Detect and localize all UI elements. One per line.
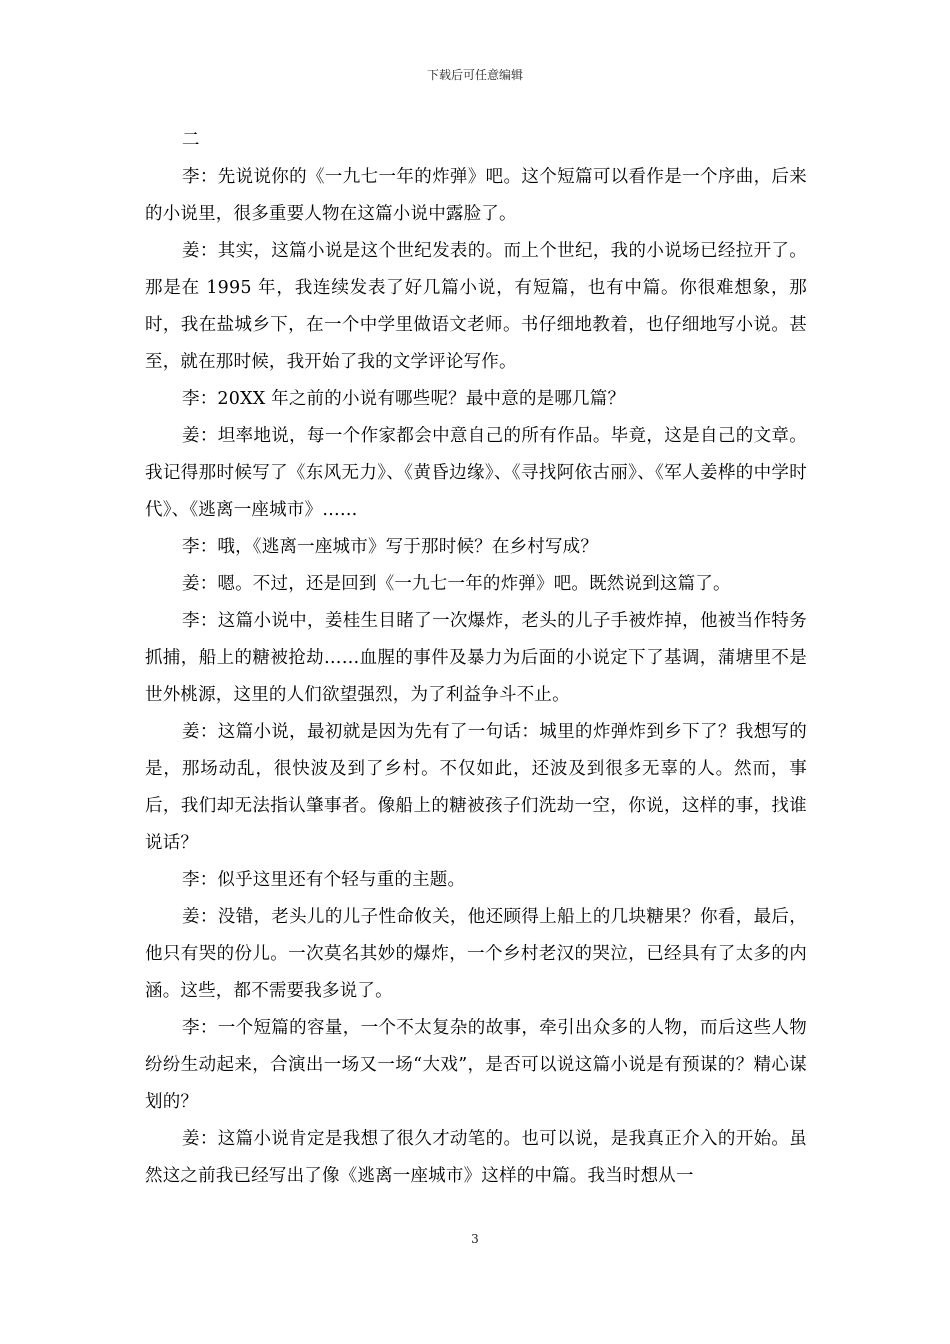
paragraph: 李：哦，《逃离一座城市》写于那时候？在乡村写成？ [182, 537, 599, 557]
document-body [145, 122, 807, 1195]
paragraph: 姜：嗯。不过，还是回到《一九七一年的炸弹》吧。既然说到这篇了。 [182, 574, 731, 594]
paragraph: 姜：没错，老头儿的儿子性命攸关，他还顾得上船上的几块糖果？你看，最后，他只有哭的份儿。一次莫名其妙的爆炸，一个乡村老汉的哭泣，已经具有了太多的内涵。这些，都不需要我多说了。 [145, 907, 807, 1001]
page-number: 3 [471, 1232, 479, 1246]
page-header: 下载后可任意编辑 [426, 68, 523, 82]
paragraph: 姜：这篇小说肯定是我想了很久才动笔的。也可以说，是我真正介入的开始。虽然这之前我已经写出了像《逃离一座城市》这样的中篇。我当时想从一 [145, 1129, 807, 1186]
paragraph: 李：一个短篇的容量，一个不太复杂的故事，牵引出众多的人物，而后这些人物纷纷生动起来，合演出一场又一场“大戏”，是否可以说这篇小说是有预谋的？精心谋划的？ [145, 1018, 807, 1112]
paragraph: 姜：这篇小说，最初就是因为先有了一句话：城里的炸弹炸到乡下了？我想写的是，那场动乱，很快波及到了乡村。不仅如此，还波及到很多无辜的人。然而，事后，我们却无法指认肇事者。像船上的糖被孩子们洗劫一空，你说，这样的事，找谁说话？ [145, 722, 807, 853]
paragraph: 李：先说说你的《一九七一年的炸弹》吧。这个短篇可以看作是一个序曲，后来的小说里，很多重要人物在这篇小说中露脸了。 [145, 167, 807, 224]
paragraph: 姜：坦率地说，每一个作家都会中意自己的所有作品。毕竟，这是自己的文章。我记得那时候写了《东风无力》、《黄昏边缘》、《寻找阿依古丽》、《军人姜桦的中学时代》、《逃离一座城市》…… [145, 426, 807, 520]
paragraph: 李：这篇小说中，姜桂生目睹了一次爆炸，老头的儿子手被炸掉，他被当作特务抓捕，船上的糖被抢劫……血腥的事件及暴力为后面的小说定下了基调，蒲塘里不是世外桃源，这里的人们欲望强烈，为了利益争斗不止。 [145, 611, 807, 705]
paragraph: 李：20XX 年之前的小说有哪些呢？最中意的是哪几篇？ [182, 389, 626, 409]
paragraph: 李：似乎这里还有个轻与重的主题。 [182, 870, 466, 890]
section-number: 二 [182, 130, 200, 150]
paragraph: 姜：其实，这篇小说是这个世纪发表的。而上个世纪，我的小说场已经拉开了。那是在 1995 年，我连续发表了好几篇小说，有短篇，也有中篇。你很难想象，那时，我在盐城乡下，在一个中学里做语文老师。书仔细地教着，也仔细地写小说。甚至，就在那时候，我开始了我的文学评论写作。 [145, 241, 807, 372]
